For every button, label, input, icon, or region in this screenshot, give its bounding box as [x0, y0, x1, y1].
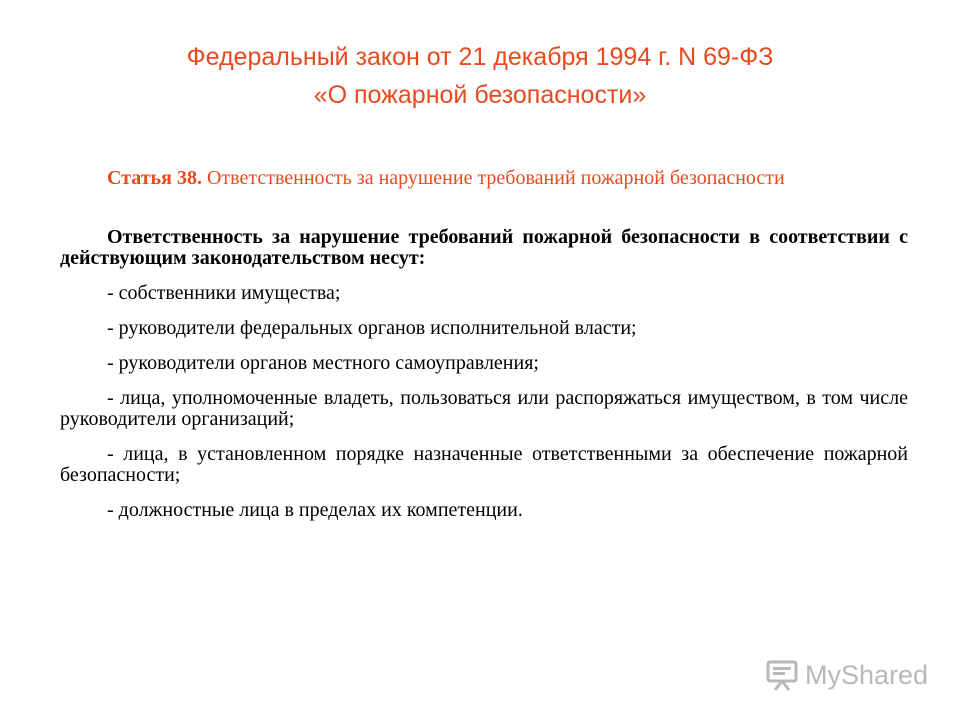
- list-item: - руководители федеральных органов исполнительной власти;: [107, 317, 637, 339]
- watermark-logo: [765, 655, 928, 695]
- list-item: - лица, в установленном порядке назначенные ответственными за обеспечение пожарной безопасности;: [60, 443, 908, 486]
- document-body: [60, 168, 908, 521]
- article-title: Ответственность за нарушение требований пожарной безопасности: [201, 167, 785, 189]
- document-title: [0, 38, 960, 114]
- article-number: Статья 38.: [107, 167, 202, 189]
- lead-paragraph: Ответственность за нарушение требований пожарной безопасности в соответствии с действующим законодательством несут:: [60, 226, 908, 269]
- list-item: - лица, уполномоченные владеть, пользоваться или распоряжаться имуществом, в том числе руководители организаций;: [60, 387, 908, 430]
- title-line-1: Федеральный закон от 21 декабря 1994 г. N 69-ФЗ: [186, 43, 774, 71]
- watermark-text: MyShared: [805, 659, 929, 690]
- title-line-2: «О пожарной безопасности»: [313, 81, 647, 109]
- list-item: - собственники имущества;: [107, 282, 341, 304]
- list-item: - должностные лица в пределах их компетенции.: [107, 499, 523, 521]
- article-heading: [60, 168, 908, 189]
- list-item: - руководители органов местного самоуправления;: [107, 352, 539, 374]
- presentation-board-icon: [765, 658, 799, 692]
